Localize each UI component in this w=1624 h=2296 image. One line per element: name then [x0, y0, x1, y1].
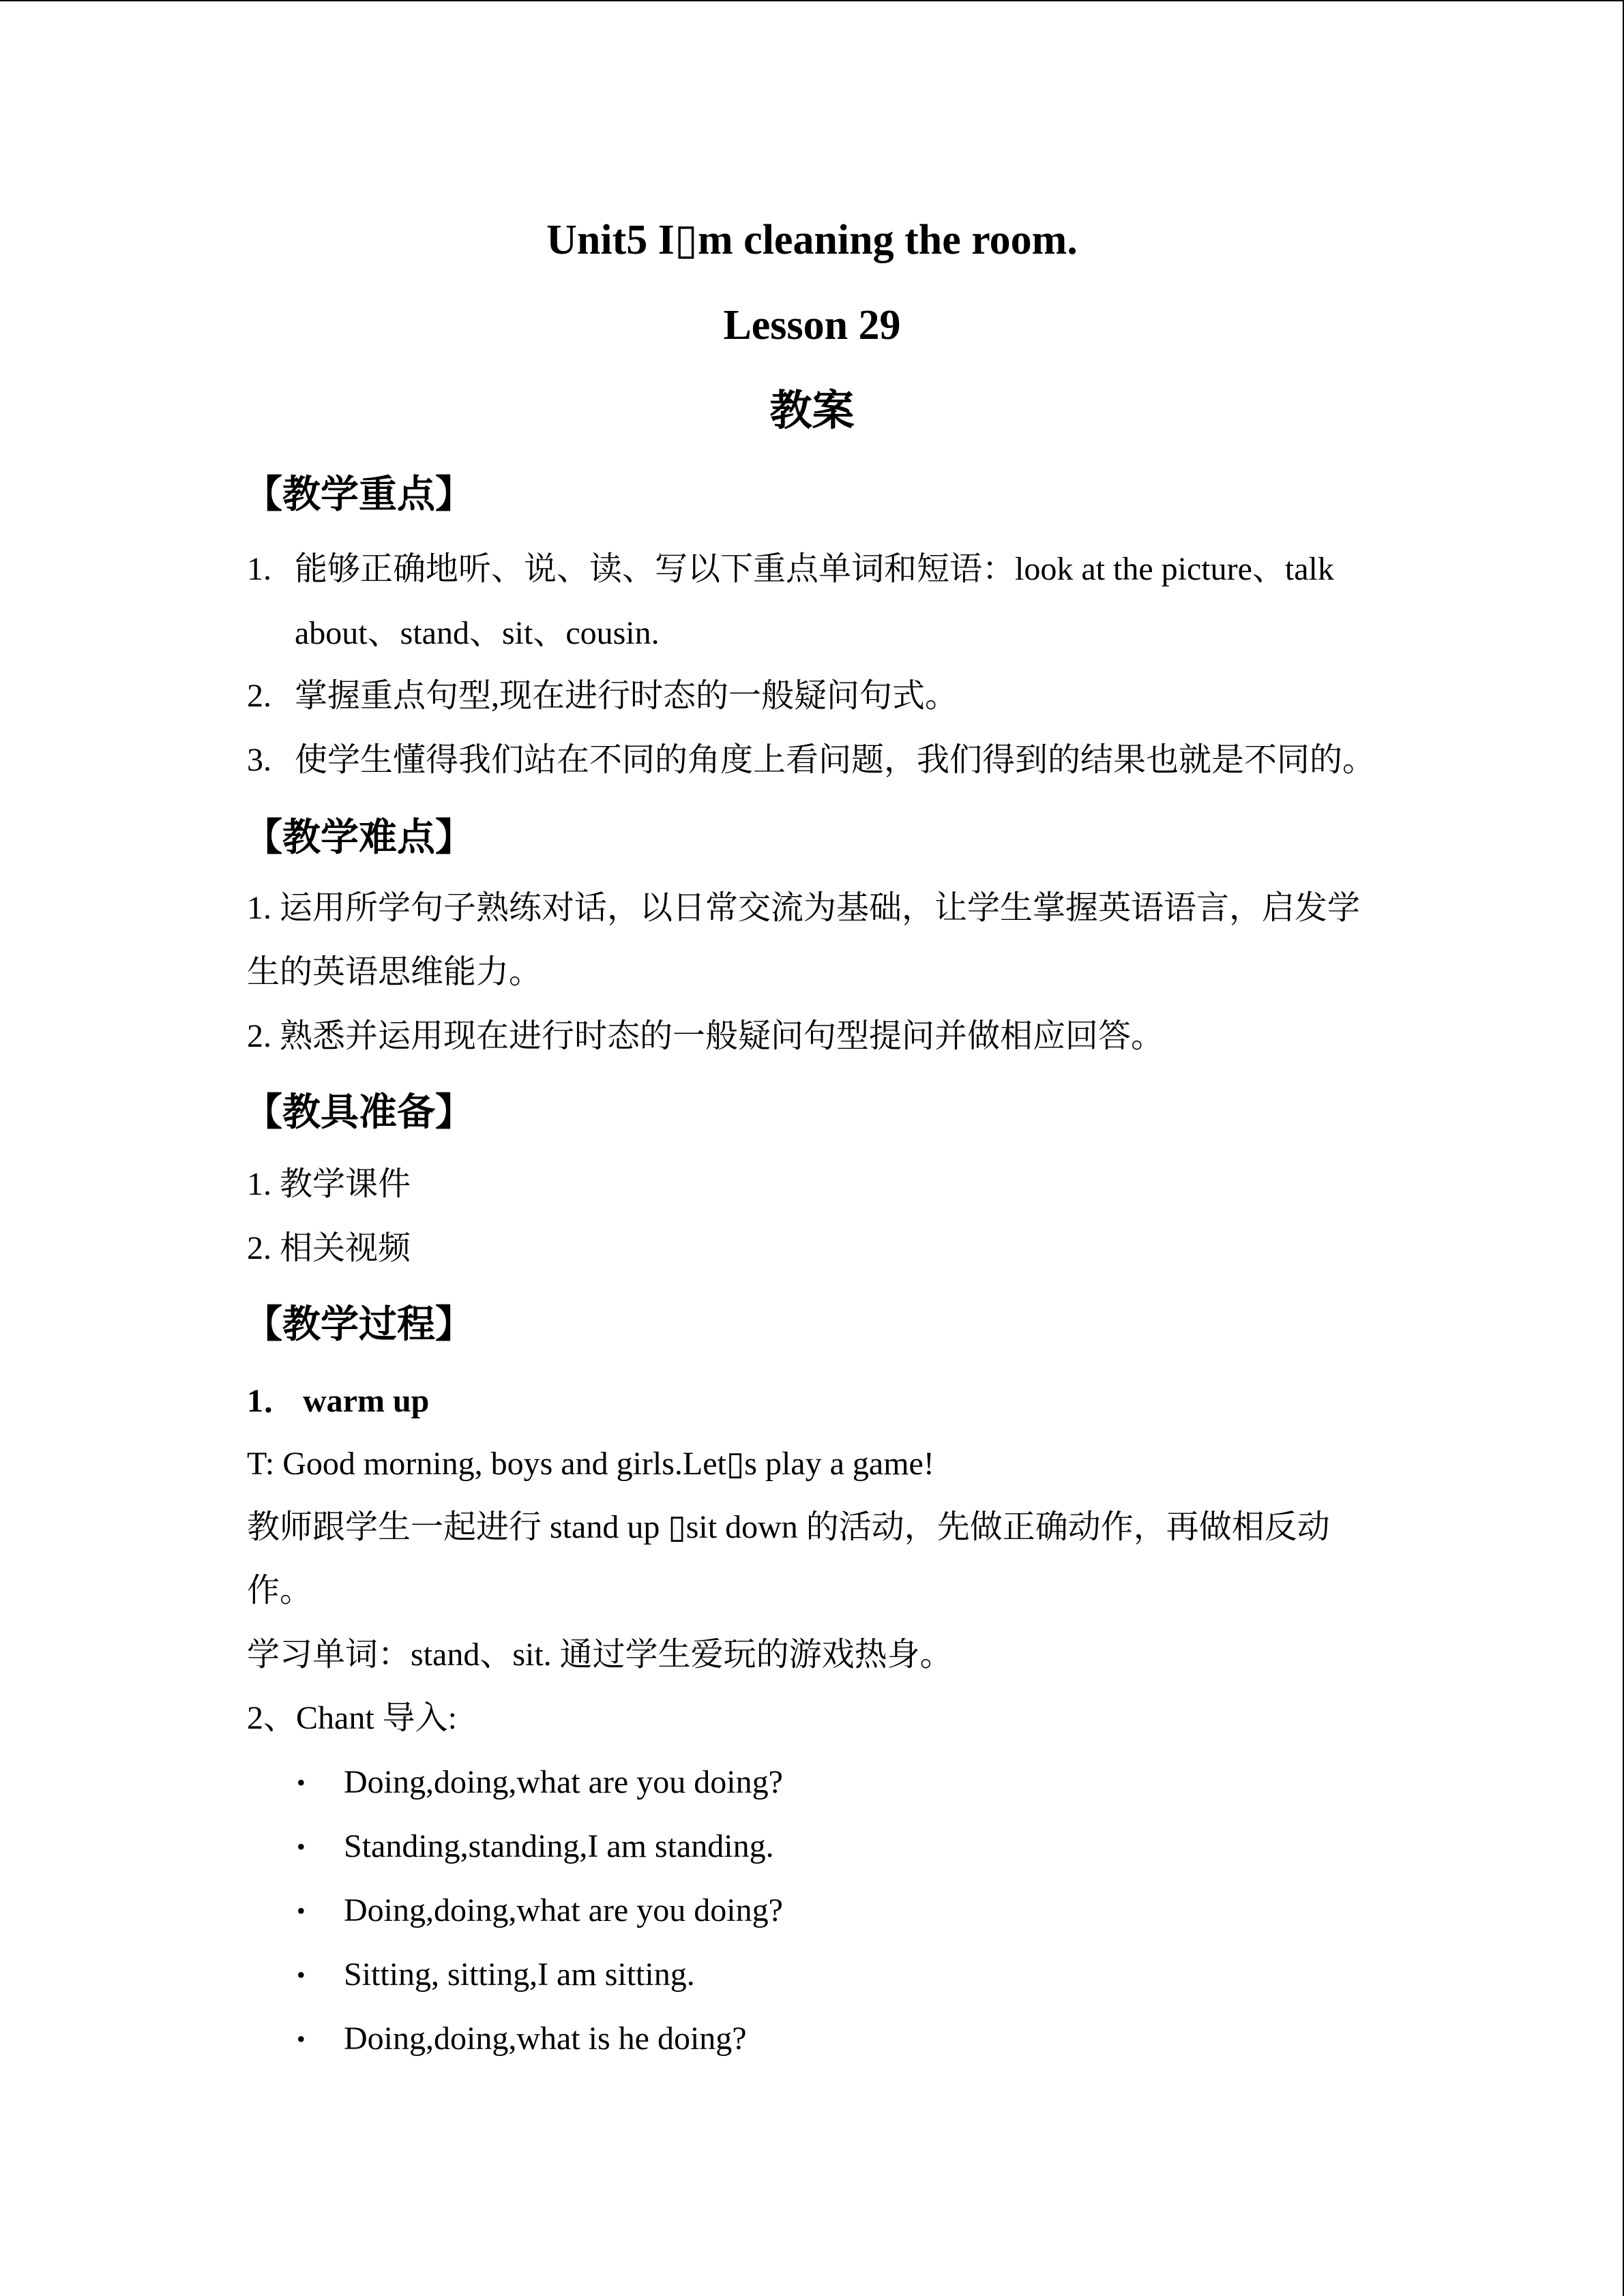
bullet-icon: •	[297, 2025, 306, 2053]
bullet-icon: •	[297, 1769, 306, 1796]
key-point-2-number: 2.	[247, 678, 271, 714]
material-item: 1. 教学课件	[247, 1166, 411, 1202]
difficulty-1-text: 1. 运用所学句子熟练对话，以日常交流为基础，让学生掌握英语语言，启发学	[247, 890, 1361, 926]
doc-type-title: 教案	[769, 385, 855, 435]
step-1-title: warm up	[303, 1383, 430, 1419]
bullet-icon: •	[297, 1833, 306, 1860]
bullet-icon: •	[297, 1961, 306, 1988]
chant-line: Doing,doing,what are you doing?	[344, 1764, 783, 1800]
materials-heading: 【教具准备】	[244, 1090, 473, 1135]
unit-title: Unit5 I▯m cleaning the room.	[546, 217, 1078, 263]
difficulties-heading: 【教学难点】	[244, 816, 473, 860]
activity-text-cont: 作。	[247, 1572, 313, 1609]
chant-line: Doing,doing,what is he doing?	[344, 2021, 747, 2057]
chant-line: Standing,standing,I am standing.	[344, 1828, 774, 1864]
chant-line: Doing,doing,what are you doing?	[344, 1892, 783, 1928]
key-points-heading: 【教学重点】	[244, 473, 473, 517]
process-heading: 【教学过程】	[244, 1302, 473, 1347]
key-point-1-text-cont: about、stand、sit、cousin.	[295, 615, 660, 651]
material-item: 2. 相关视频	[247, 1230, 411, 1266]
vocab-text: 学习单词：stand、sit. 通过学生爱玩的游戏热身。	[247, 1637, 953, 1673]
step-2-text: 2、Chant 导入:	[247, 1700, 457, 1736]
key-point-1-text: 能够正确地听、说、读、写以下重点单词和短语：look at the picture、talk	[295, 551, 1334, 587]
key-point-1-number: 1.	[247, 551, 271, 587]
key-point-2-text: 掌握重点句型,现在进行时态的一般疑问句式。	[295, 678, 958, 714]
difficulty-2-text: 2. 熟悉并运用现在进行时态的一般疑问句型提问并做相应回答。	[247, 1018, 1164, 1054]
step-1-number: 1．	[247, 1383, 297, 1419]
activity-text: 教师跟学生一起进行 stand up ▯sit down 的活动，先做正确动作，再做相反动	[247, 1509, 1330, 1545]
lesson-title: Lesson 29	[723, 302, 901, 348]
key-point-3-text: 使学生懂得我们站在不同的角度上看问题，我们得到的结果也就是不同的。	[295, 742, 1376, 778]
teacher-dialog: T: Good morning, boys and girls.Let▯s play a game!	[247, 1446, 934, 1482]
chant-line: Sitting, sitting,I am sitting.	[344, 1956, 695, 1993]
bullet-icon: •	[297, 1897, 306, 1924]
difficulty-1-text-cont: 生的英语思维能力。	[247, 954, 542, 990]
key-point-3-number: 3.	[247, 742, 271, 778]
